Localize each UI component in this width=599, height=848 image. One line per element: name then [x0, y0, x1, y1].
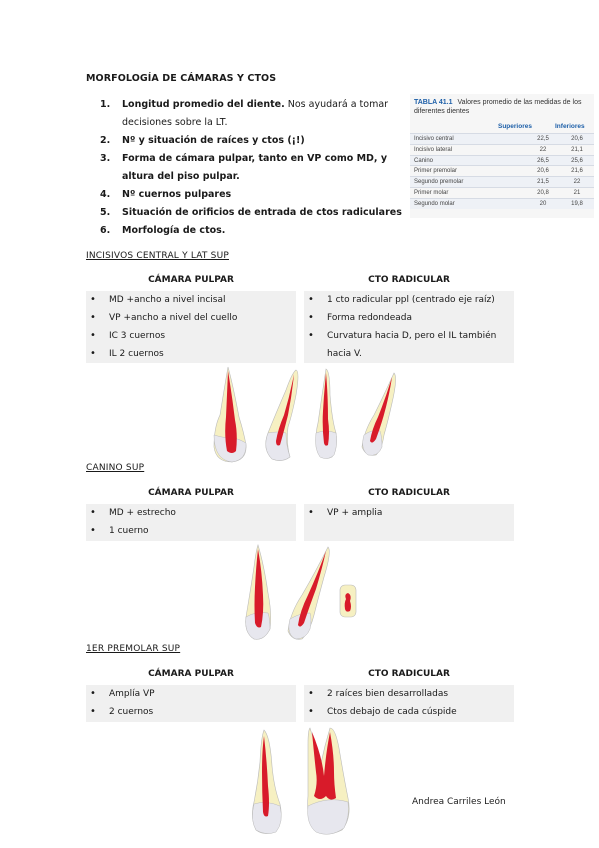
camara-header: CÁMARA PULPAR	[148, 275, 234, 285]
list-item: • 2 raíces bien desarrolladas	[304, 685, 514, 703]
incisivos-grid	[86, 275, 514, 365]
list-item: • VP + amplia	[304, 504, 514, 522]
canine-illustration	[240, 543, 365, 643]
table-caption	[414, 98, 592, 116]
section-title-incisivos: INCISIVOS CENTRAL Y LAT SUP	[86, 251, 229, 261]
cto-header: CTO RADICULAR	[368, 488, 450, 498]
list-item: • IC 3 cuernos	[86, 327, 296, 345]
incisor-central-mesial-view	[214, 367, 246, 462]
list-item: • 2 cuernos	[86, 703, 296, 721]
table-row: Canino 26,5 25,6	[410, 155, 594, 166]
camara-list-box	[86, 291, 296, 363]
camara-list-box	[86, 504, 296, 541]
table-row: Segundo molar 20 19,8	[410, 198, 594, 209]
criteria-item: 5. Situación de orificios de entrada de ctos radiculares	[100, 207, 402, 218]
table-title: Valores promedio de las medidas de los diferentes dientes	[414, 99, 582, 115]
criteria-item: 3. Forma de cámara pulpar, tanto en VP como MD, y altura del piso pulpar.	[100, 153, 388, 182]
canino-grid	[86, 488, 514, 543]
criteria-item: 2. Nº y situación de raíces y ctos (¡!)	[100, 135, 305, 146]
canine-facial-view	[288, 547, 329, 639]
canine-mesial-view	[246, 545, 271, 639]
premolar-illustration	[246, 726, 358, 838]
criteria-list	[100, 96, 402, 240]
section-title-canino: CANINO SUP	[86, 463, 145, 473]
incisor-illustration	[206, 365, 406, 465]
tooth-length-table	[410, 94, 594, 218]
list-item: • 1 cto radicular ppl (centrado eje raíz)	[304, 291, 514, 309]
table-row: Segundo premolar 21,5 22	[410, 176, 594, 187]
table-row: Incisivo central 22,5 20,6	[410, 133, 594, 144]
header-superiores: Superiores	[498, 123, 532, 130]
cto-header: CTO RADICULAR	[368, 669, 450, 679]
incisor-central-facial-view	[266, 370, 298, 461]
canine-cross-section	[340, 585, 356, 617]
cto-list-box	[304, 504, 514, 541]
list-item: • VP +ancho a nivel del cuello	[86, 309, 296, 327]
section-title-premolar: 1ER PREMOLAR SUP	[86, 644, 181, 654]
criteria-item: 4. Nº cuernos pulpares	[100, 189, 232, 200]
list-item: • Forma redondeada	[304, 309, 514, 327]
header-inferiores: Inferiores	[555, 123, 585, 130]
table-row: Primer molar 20,8 21	[410, 187, 594, 198]
page-heading: MORFOLOGÍA DE CÁMARAS Y CTOS	[86, 73, 277, 84]
cto-list-box	[304, 685, 514, 722]
table-row: Incisivo lateral 22 21,1	[410, 144, 594, 155]
camara-list-box	[86, 685, 296, 722]
table-number: TABLA 41.1	[414, 99, 453, 106]
premolar-grid	[86, 669, 514, 724]
table-body	[410, 133, 594, 209]
cto-header: CTO RADICULAR	[368, 275, 450, 285]
table-row: Primer premolar 20,6 21,6	[410, 165, 594, 176]
list-item: • Curvatura hacia D, pero el IL también hacia V.	[304, 327, 514, 363]
camara-header: CÁMARA PULPAR	[148, 488, 234, 498]
premolar-buccal-view	[308, 728, 350, 834]
premolar-mesial-view	[252, 730, 281, 834]
list-item: • Ctos debajo de cada cúspide	[304, 703, 514, 721]
list-item: • IL 2 cuernos	[86, 345, 296, 363]
list-item: • 1 cuerno	[86, 522, 296, 540]
incisor-lateral-facial-view	[362, 373, 396, 455]
criteria-item: 6. Morfología de ctos.	[100, 225, 226, 236]
list-item: • MD +ancho a nivel incisal	[86, 291, 296, 309]
table-header	[410, 122, 594, 133]
criteria-item: 1. Longitud promedio del diente. Nos ayudará a tomar decisiones sobre la LT.	[100, 99, 389, 128]
camara-header: CÁMARA PULPAR	[148, 669, 234, 679]
cto-list-box	[304, 291, 514, 363]
author-name: Andrea Carriles León	[412, 797, 506, 807]
list-item: • MD + estrecho	[86, 504, 296, 522]
incisor-lateral-mesial-view	[316, 369, 337, 459]
list-item: • Amplía VP	[86, 685, 296, 703]
